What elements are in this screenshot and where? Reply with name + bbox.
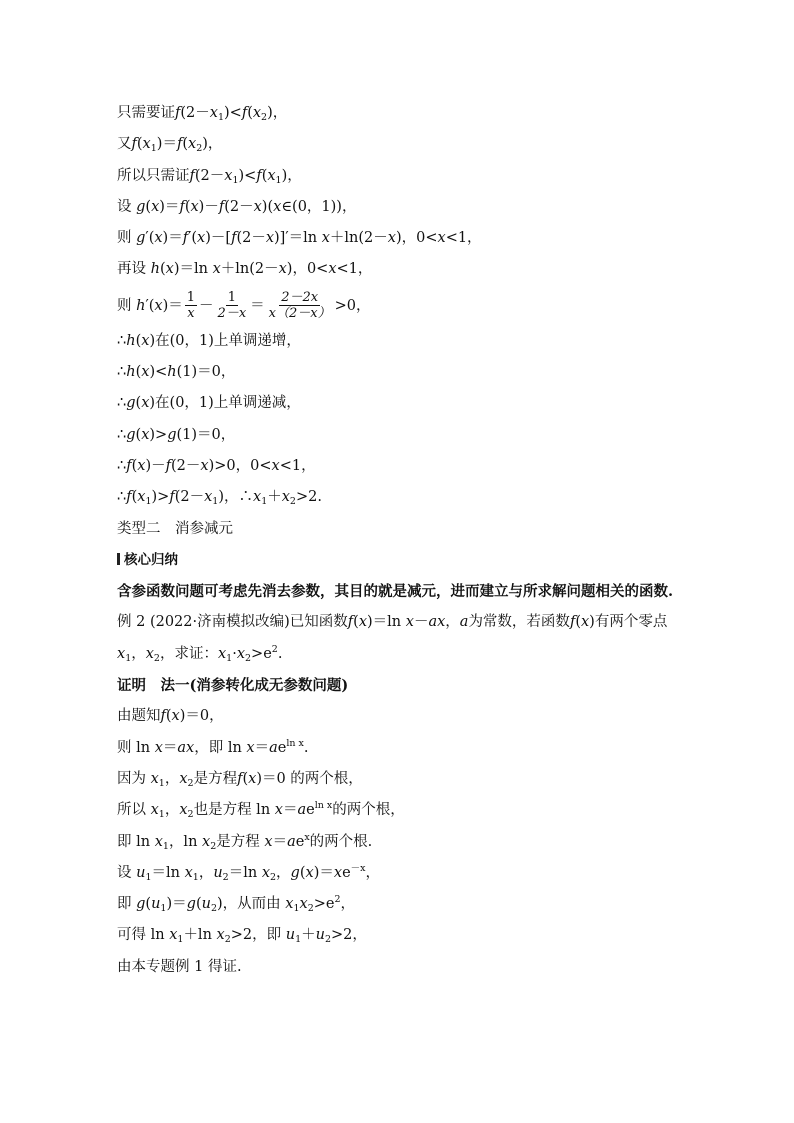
proof-line-4: 设 g(x)＝f(x)－f(2－x)(x∈(0，1))，: [117, 198, 357, 215]
proof-line-13: $\therefore f(x_1)>f(2-x_1)$，$\therefore x_1+x_2>2$.: [117, 489, 322, 508]
proof-line-6: 再设 h(x)＝ln x＋ln(2－x)，0<x<1，: [117, 261, 373, 278]
proof2-line-7: 即 $g(u_1)=g(u_2)$，从而由 $x_1x_2>e^2$，: [117, 894, 356, 915]
proof2-line-4: 所以 $x_1$，$x_2$也是方程 $\ln x=ae^{ln x}$的两个根，: [117, 800, 405, 821]
core-summary-paragraph: 含参函数问题可考虑先消去参数，其目的就是减元，进而建立与所求解问题相关的函数.: [117, 583, 674, 601]
proof-line-1: 只需要证$f(2-x_1)<f(x_2)$，: [117, 105, 288, 123]
proof-method-heading: 证明 法一(消参转化成无参数问题): [117, 677, 349, 695]
proof2-line-1: 由题知f(x)＝0，: [117, 708, 224, 725]
tag-bar-icon: [117, 553, 120, 565]
proof2-line-5: 即 $\ln x_1$，$\ln x_2$是方程 $x=ae^x$的两个根.: [117, 831, 373, 852]
proof-line-11: ∴g(x)>g(1)＝0，: [117, 426, 236, 443]
proof2-line-3: 因为 $x_1$，$x_2$是方程f(x)＝0 的两个根，: [117, 770, 363, 789]
proof-line-12: ∴f(x)－f(2－x)>0，0<x<1，: [117, 457, 316, 474]
proof-line-5: 则 g′(x)＝f′(x)－[f(2－x)]′＝ln x＋ln(2－x)，0<x<1，: [117, 230, 482, 247]
example-2-statement: 例 2 (2022·济南模拟改编)已知函数f(x)＝ln x－ax，a为常数，若函数f(x)有两个零点 $x_1$，$x_2$，求证：$x_1\cdot x_2>e^2$.: [117, 614, 668, 664]
proof-line-2: 又$f(x_1)=f(x_2)$，: [117, 136, 223, 155]
proof2-line-8: 可得 $\ln x_1+\ln$ $x_2>2$，即 $u_1+u_2>2$，: [117, 927, 367, 946]
proof-line-8: ∴h(x)在(0，1)上单调递增，: [117, 332, 301, 349]
fraction-1-over-2-minus-x: $\frac{1}{2-x}$: [217, 290, 247, 322]
proof2-line-9: 由本专题例 1 得证.: [117, 958, 242, 975]
fraction-combined: $\frac{2-2x}{x(2-x)}$: [268, 290, 331, 322]
proof2-line-2: 则 ln x＝ax，即 $\ln x=ae^{ln x}$.: [117, 737, 309, 756]
section-heading: 类型二 消参减元: [117, 520, 233, 537]
proof-line-7-derivative: 则 h′(x)＝ $\frac{1}{x}$ － $\frac{1}{2-x}$ ＝ $\frac{2-2x}{x(2-x)}$ >0，: [117, 290, 371, 322]
document-content: [117, 98, 697, 983]
proof2-line-6: 设 $u_1=\ln$ $x_1$，$u_2=\ln$ $x_2$，$g(x)=xe^{-x}$，: [117, 862, 381, 883]
core-summary-tag: 核心归纳: [117, 545, 697, 576]
proof-line-3: 所以只需证$f(2-x_1)<f(x_1)$，: [117, 167, 302, 186]
proof-line-10: ∴g(x)在(0，1)上单调递减，: [117, 395, 301, 412]
fraction-1-over-x: $\frac{1}{x}$: [186, 290, 196, 322]
proof-line-9: ∴h(x)<h(1)＝0，: [117, 364, 236, 381]
